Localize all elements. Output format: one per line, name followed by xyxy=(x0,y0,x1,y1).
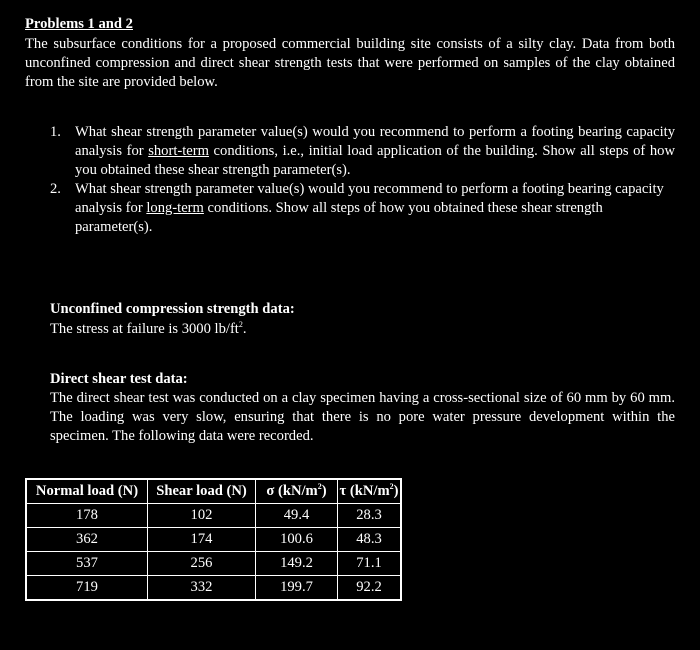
intro-paragraph: The subsurface conditions for a proposed commercial building site consists of a silty clay. Data from both unconfined compression and direct shear strength tests that were performed on samples of the clay obtained from the site are provided below. xyxy=(25,36,675,90)
table-cell: 332 xyxy=(148,576,256,601)
unconfined-period: . xyxy=(242,321,247,337)
question-number: 1. xyxy=(50,124,61,140)
direct-shear-text: The direct shear test was conducted on a clay specimen having a cross-sectional size of 60 mm by 60 mm. The loading was very slow, ensuring that there is no pore water pressure development within the specimen. The following data were recorded. xyxy=(50,390,675,444)
question-text-before: What shear strength parameter value(s) would you recommend to perform a footing bearing capacity analysis for xyxy=(75,124,675,159)
table-cell: 719 xyxy=(26,576,148,601)
table-cell: 49.4 xyxy=(256,504,338,528)
table-cell: 28.3 xyxy=(338,504,402,528)
question-emphasis: long-term xyxy=(146,200,204,216)
question-2 xyxy=(50,180,675,237)
question-text-after: conditions, i.e., initial load application of the building. Show all steps of how you obtained these shear strength parameter(s). xyxy=(75,143,675,178)
unconfined-stress: The stress at failure is 3000 lb/ft xyxy=(50,321,239,337)
header-shear-stress: τ $(kN/m^2)$ xyxy=(338,479,402,504)
direct-shear-table xyxy=(25,478,402,601)
question-number: 2. xyxy=(50,181,61,197)
table-row xyxy=(26,552,401,576)
table-cell: 102 xyxy=(148,504,256,528)
unconfined-exponent: 2 xyxy=(238,320,243,329)
question-list xyxy=(50,123,675,237)
table-cell: 362 xyxy=(26,528,148,552)
header-normal-stress: σ $(kN/m^2)$ xyxy=(256,479,338,504)
question-1 xyxy=(50,123,675,180)
table-cell: 174 xyxy=(148,528,256,552)
table-cell: 537 xyxy=(26,552,148,576)
table-cell: 178 xyxy=(26,504,148,528)
table-row xyxy=(26,528,401,552)
table-cell: 256 xyxy=(148,552,256,576)
unconfined-heading: Unconfined compression strength data: xyxy=(50,301,295,317)
header-normal-load: Normal load (N) xyxy=(26,479,148,504)
table-cell: 92.2 xyxy=(338,576,402,601)
unconfined-text xyxy=(50,320,247,339)
table-cell: 149.2 xyxy=(256,552,338,576)
table-cell: 100.6 xyxy=(256,528,338,552)
table-cell: 71.1 xyxy=(338,552,402,576)
table-row xyxy=(26,576,401,601)
table-row xyxy=(26,504,401,528)
table-cell: 199.7 xyxy=(256,576,338,601)
table-header-row xyxy=(26,479,401,504)
table-cell: 48.3 xyxy=(338,528,402,552)
question-emphasis: short-term xyxy=(148,143,209,159)
question-text-before: What shear strength parameter value(s) would you recommend to perform a footing bearing capacity analysis for xyxy=(75,181,664,216)
question-text-after: conditions. Show all steps of how you obtained these shear strength parameter(s). xyxy=(75,200,603,235)
direct-shear-heading: Direct shear test data: xyxy=(50,371,188,387)
problem-title: Problems 1 and 2 xyxy=(25,16,133,32)
header-shear-load: Shear load (N) xyxy=(148,479,256,504)
